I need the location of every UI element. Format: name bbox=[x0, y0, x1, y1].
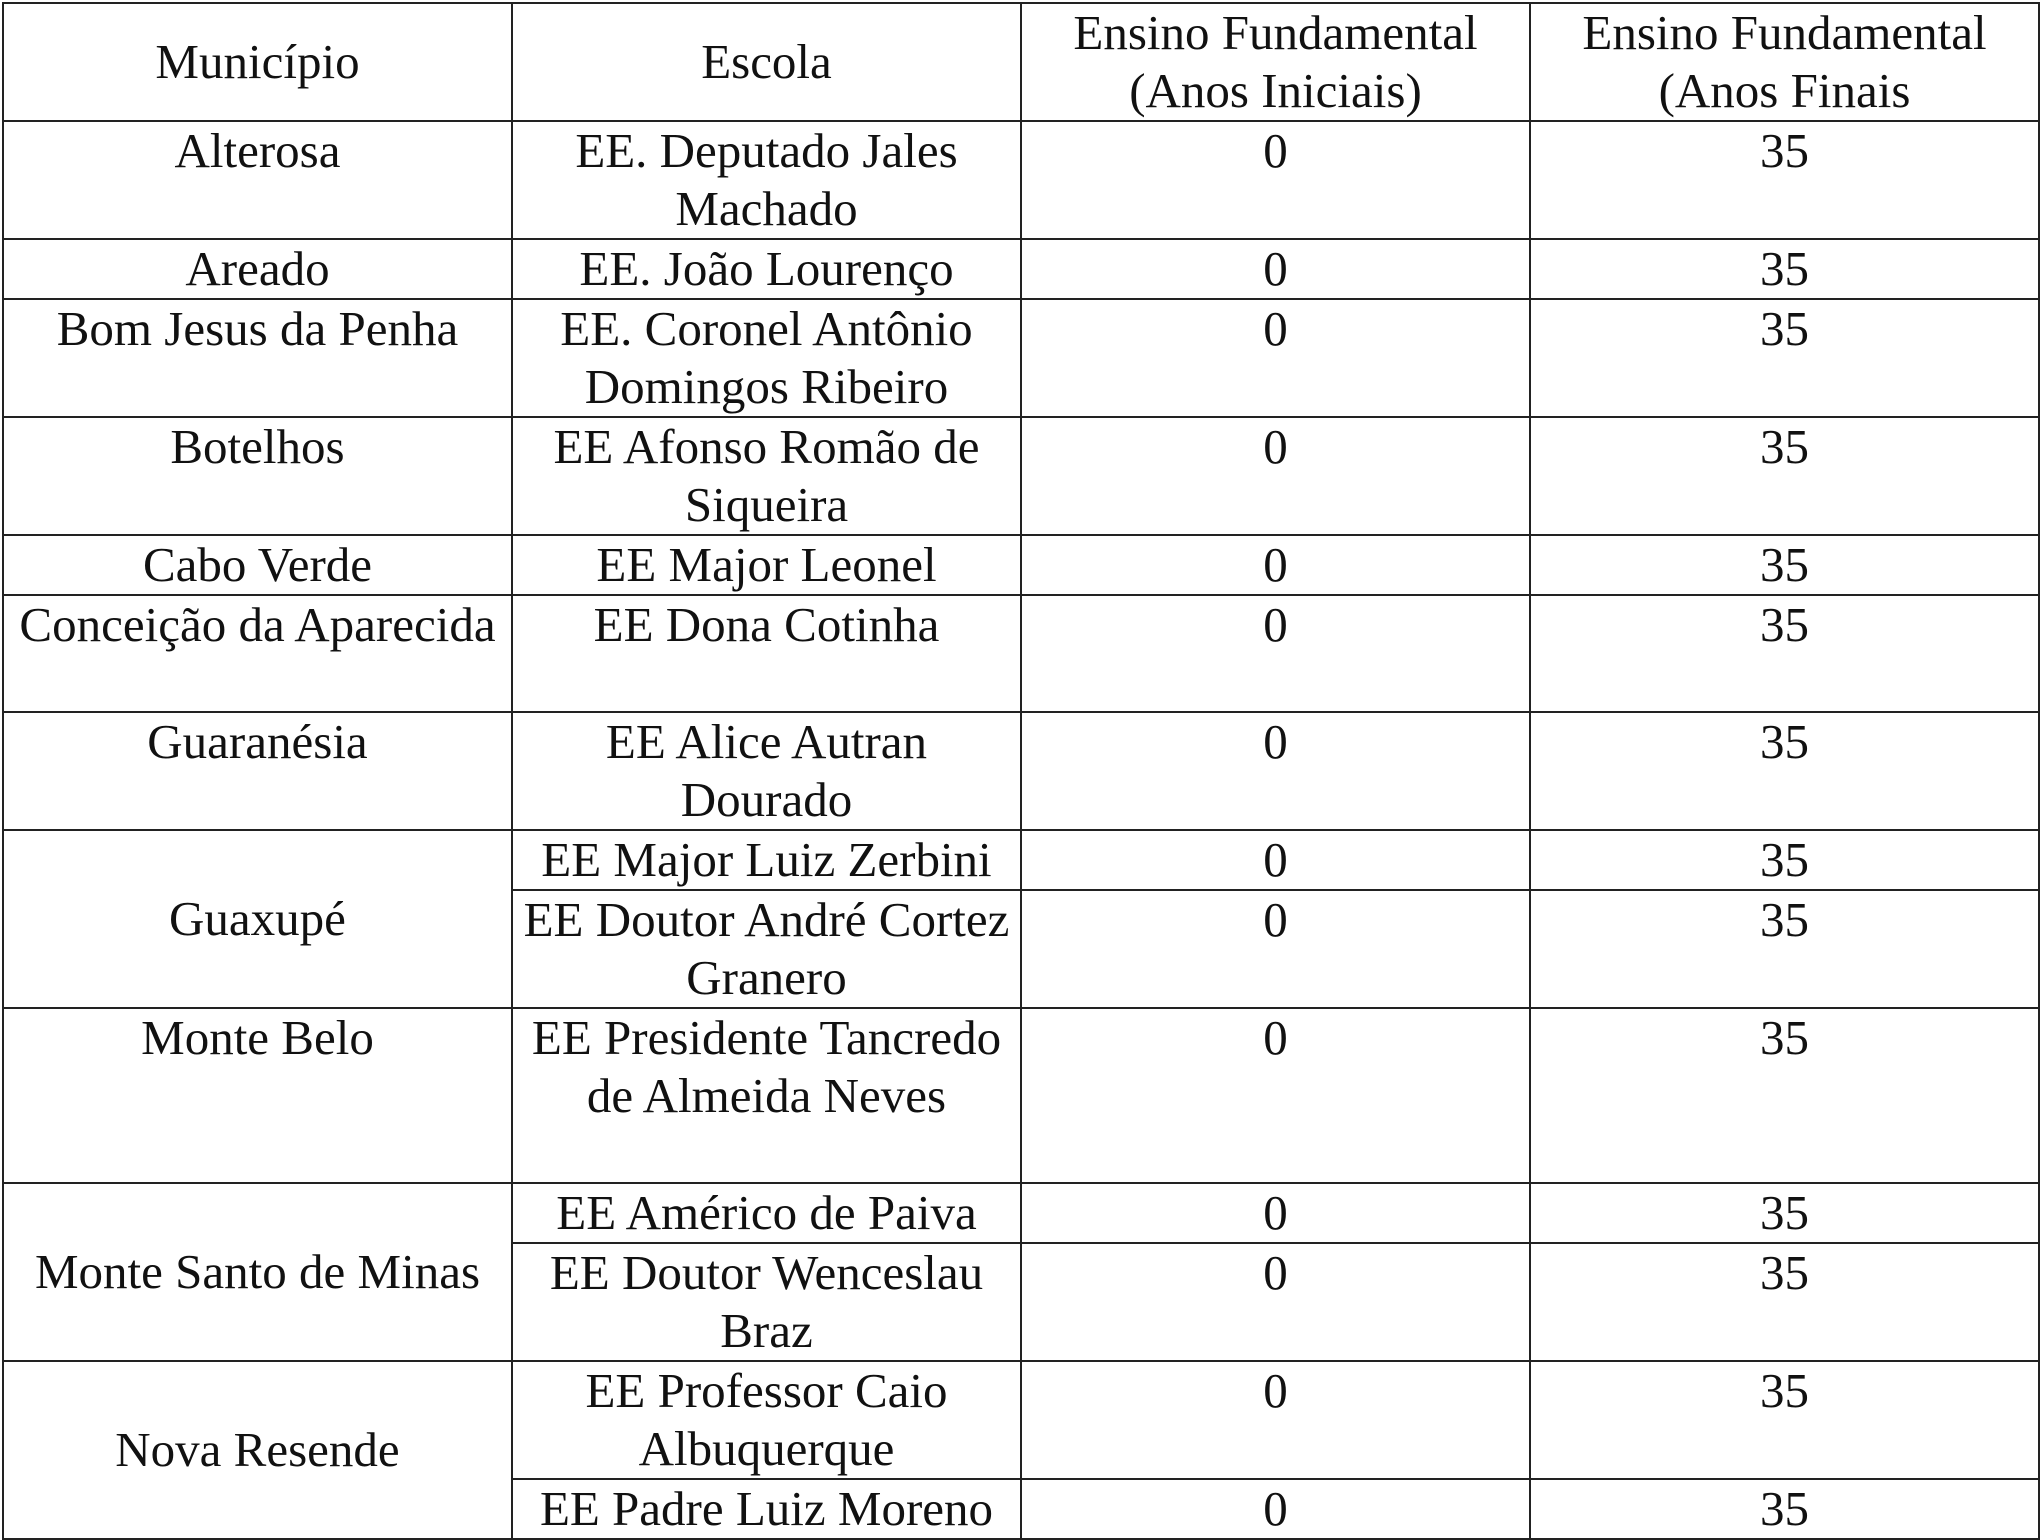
cell-municipio: Bom Jesus da Penha bbox=[3, 299, 512, 417]
header-escola: Escola bbox=[512, 3, 1021, 121]
table-row bbox=[3, 1361, 2039, 1479]
cell-municipio: Guaranésia bbox=[3, 712, 512, 830]
cell-anos-iniciais: 0 bbox=[1021, 712, 1530, 830]
cell-municipio: Monte Belo bbox=[3, 1008, 512, 1183]
cell-municipio: Nova Resende bbox=[3, 1361, 512, 1539]
cell-anos-iniciais: 0 bbox=[1021, 830, 1530, 890]
cell-municipio: Alterosa bbox=[3, 121, 512, 239]
cell-anos-finais: 35 bbox=[1530, 535, 2039, 595]
cell-anos-finais: 35 bbox=[1530, 1183, 2039, 1243]
table-row bbox=[3, 299, 2039, 417]
cell-escola: EE Dona Cotinha bbox=[512, 595, 1021, 712]
cell-anos-finais: 35 bbox=[1530, 1479, 2039, 1539]
cell-anos-finais: 35 bbox=[1530, 712, 2039, 830]
cell-anos-finais: 35 bbox=[1530, 890, 2039, 1008]
cell-escola: EE. Coronel Antônio Domingos Ribeiro bbox=[512, 299, 1021, 417]
table-row bbox=[3, 417, 2039, 535]
table-row bbox=[3, 535, 2039, 595]
cell-anos-finais: 35 bbox=[1530, 830, 2039, 890]
cell-anos-finais: 35 bbox=[1530, 299, 2039, 417]
cell-anos-iniciais: 0 bbox=[1021, 1183, 1530, 1243]
cell-anos-iniciais: 0 bbox=[1021, 1243, 1530, 1361]
schools-table-container bbox=[2, 2, 2040, 1540]
cell-anos-iniciais: 0 bbox=[1021, 535, 1530, 595]
table-row bbox=[3, 239, 2039, 299]
table-row bbox=[3, 712, 2039, 830]
schools-table bbox=[2, 2, 2040, 1540]
cell-anos-finais: 35 bbox=[1530, 121, 2039, 239]
header-municipio: Município bbox=[3, 3, 512, 121]
cell-escola: EE Doutor André Cortez Granero bbox=[512, 890, 1021, 1008]
cell-escola: EE Afonso Romão de Siqueira bbox=[512, 417, 1021, 535]
cell-escola: EE Professor Caio Albuquerque bbox=[512, 1361, 1021, 1479]
cell-anos-iniciais: 0 bbox=[1021, 595, 1530, 712]
cell-municipio: Conceição da Aparecida bbox=[3, 595, 512, 712]
cell-escola: EE Presidente Tancredo de Almeida Neves bbox=[512, 1008, 1021, 1183]
table-row bbox=[3, 121, 2039, 239]
cell-anos-finais: 35 bbox=[1530, 239, 2039, 299]
cell-anos-finais: 35 bbox=[1530, 1008, 2039, 1183]
header-anos-iniciais: Ensino Fundamental (Anos Iniciais) bbox=[1021, 3, 1530, 121]
table-row bbox=[3, 595, 2039, 712]
cell-municipio: Areado bbox=[3, 239, 512, 299]
cell-escola: EE. João Lourenço bbox=[512, 239, 1021, 299]
cell-municipio: Monte Santo de Minas bbox=[3, 1183, 512, 1361]
cell-anos-iniciais: 0 bbox=[1021, 417, 1530, 535]
cell-anos-iniciais: 0 bbox=[1021, 1479, 1530, 1539]
cell-anos-finais: 35 bbox=[1530, 1243, 2039, 1361]
header-row bbox=[3, 3, 2039, 121]
cell-anos-finais: 35 bbox=[1530, 417, 2039, 535]
cell-escola: EE Major Luiz Zerbini bbox=[512, 830, 1021, 890]
table-row bbox=[3, 1183, 2039, 1243]
header-anos-finais: Ensino Fundamental (Anos Finais bbox=[1530, 3, 2039, 121]
cell-escola: EE Major Leonel bbox=[512, 535, 1021, 595]
cell-escola: EE Alice Autran Dourado bbox=[512, 712, 1021, 830]
cell-municipio: Botelhos bbox=[3, 417, 512, 535]
cell-escola: EE Padre Luiz Moreno bbox=[512, 1479, 1021, 1539]
table-row bbox=[3, 1008, 2039, 1183]
cell-anos-iniciais: 0 bbox=[1021, 121, 1530, 239]
table-row bbox=[3, 830, 2039, 890]
cell-anos-finais: 35 bbox=[1530, 595, 2039, 712]
cell-anos-iniciais: 0 bbox=[1021, 890, 1530, 1008]
cell-anos-iniciais: 0 bbox=[1021, 239, 1530, 299]
cell-municipio: Guaxupé bbox=[3, 830, 512, 1008]
cell-escola: EE Américo de Paiva bbox=[512, 1183, 1021, 1243]
cell-anos-iniciais: 0 bbox=[1021, 1008, 1530, 1183]
cell-anos-iniciais: 0 bbox=[1021, 1361, 1530, 1479]
cell-escola: EE. Deputado Jales Machado bbox=[512, 121, 1021, 239]
cell-anos-finais: 35 bbox=[1530, 1361, 2039, 1479]
cell-anos-iniciais: 0 bbox=[1021, 299, 1530, 417]
cell-municipio: Cabo Verde bbox=[3, 535, 512, 595]
cell-escola: EE Doutor Wenceslau Braz bbox=[512, 1243, 1021, 1361]
